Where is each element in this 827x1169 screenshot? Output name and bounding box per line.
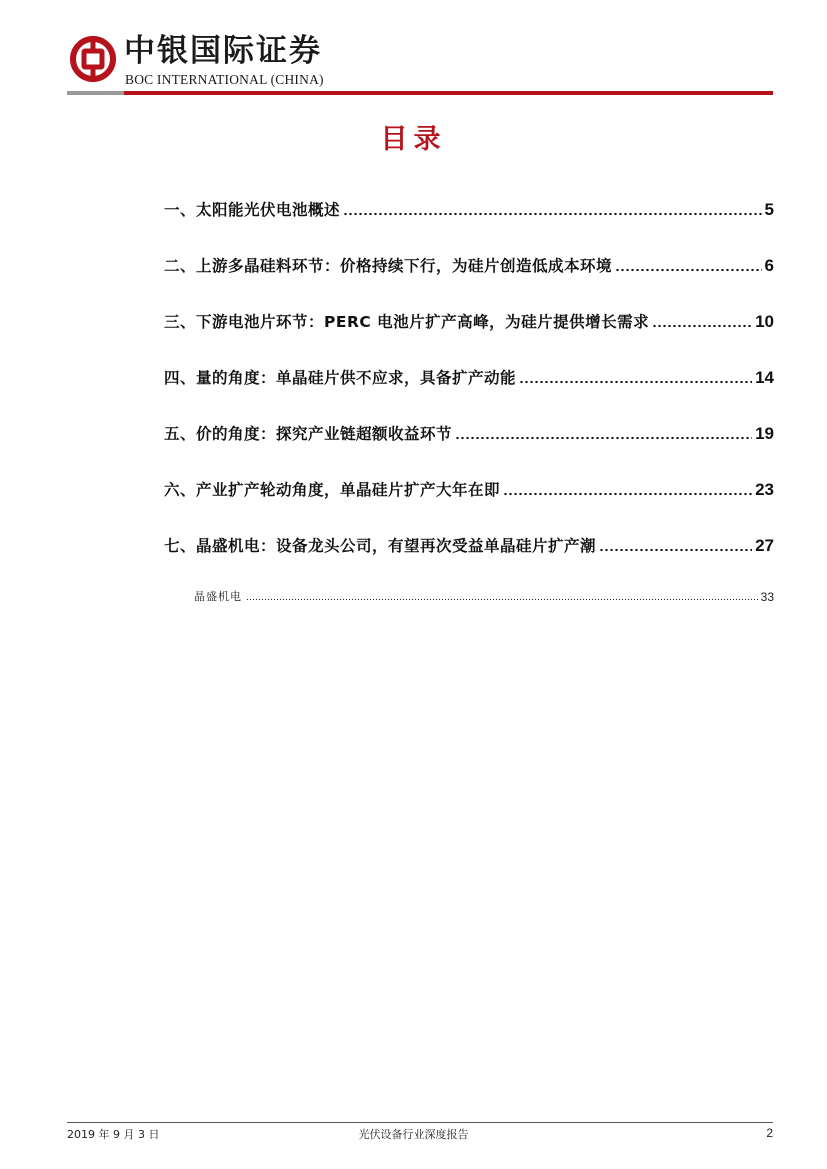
toc-leader-dots bbox=[343, 212, 762, 216]
toc-entry-page: 6 bbox=[764, 256, 774, 275]
toc-leader-dots bbox=[455, 436, 752, 440]
toc-entry-label: 三、下游电池片环节：PERC 电池片扩产高峰，为硅片提供增长需求 bbox=[164, 313, 650, 331]
toc-entry[interactable] bbox=[164, 308, 774, 332]
toc-leader-dots bbox=[246, 598, 759, 601]
toc-leader-dots bbox=[652, 324, 752, 328]
toc-entry-label: 七、晶盛机电：设备龙头公司，有望再次受益单晶硅片扩产潮 bbox=[164, 537, 597, 555]
toc-entry[interactable] bbox=[164, 420, 774, 444]
toc-entry-page: 14 bbox=[755, 368, 774, 387]
brand-name-cn: 中银国际证券 bbox=[124, 33, 322, 69]
toc-sub-entry-page: 33 bbox=[760, 590, 774, 604]
toc-entry-page: 5 bbox=[764, 200, 774, 219]
toc-leader-dots bbox=[519, 380, 752, 384]
toc-entry-label: 六、产业扩产轮动角度，单晶硅片扩产大年在即 bbox=[164, 481, 501, 499]
toc-entry-page: 23 bbox=[755, 480, 774, 499]
toc-entry-label: 二、上游多晶硅料环节：价格持续下行，为硅片创造低成本环境 bbox=[164, 257, 613, 275]
boc-logo-icon bbox=[70, 36, 116, 82]
footer-page-number: 2 bbox=[766, 1126, 773, 1140]
toc-entry[interactable] bbox=[164, 196, 774, 220]
toc-entry-label: 四、量的角度：单晶硅片供不应求，具备扩产动能 bbox=[164, 369, 517, 387]
toc-leader-dots bbox=[615, 268, 762, 272]
toc-entry-label: 一、太阳能光伏电池概述 bbox=[164, 201, 341, 219]
page-title: 目录 bbox=[380, 124, 447, 155]
toc-entry-page: 19 bbox=[755, 424, 774, 443]
toc-entry[interactable] bbox=[164, 476, 774, 500]
toc-entry[interactable] bbox=[164, 252, 774, 276]
header-divider-gray bbox=[67, 91, 124, 95]
footer-divider bbox=[67, 1122, 773, 1123]
toc-leader-dots bbox=[503, 492, 752, 496]
toc-entry[interactable] bbox=[164, 532, 774, 556]
brand-name-en: BOC INTERNATIONAL (CHINA) bbox=[125, 72, 324, 87]
toc-entry[interactable] bbox=[164, 364, 774, 388]
footer-date: 2019 年 9 月 3 日 bbox=[67, 1128, 160, 1141]
toc-entry-label: 五、价的角度：探究产业链超额收益环节 bbox=[164, 425, 453, 443]
toc-leader-dots bbox=[599, 548, 752, 552]
toc-entry-page: 10 bbox=[755, 312, 774, 331]
toc-sub-entry-label: 晶盛机电 bbox=[194, 590, 242, 603]
header-divider-red bbox=[124, 91, 773, 95]
footer-report-title: 光伏设备行业深度报告 bbox=[358, 1128, 469, 1141]
toc-sub-entry[interactable] bbox=[194, 586, 774, 604]
toc-entry-page: 27 bbox=[755, 536, 774, 555]
